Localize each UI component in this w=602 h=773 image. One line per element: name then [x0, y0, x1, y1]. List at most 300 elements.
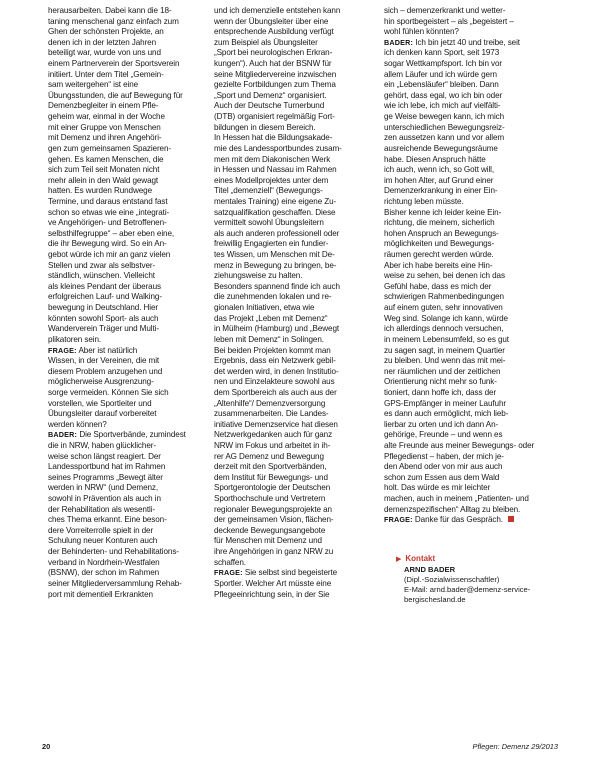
line-text: ches Thema erkannt. Eine beson- — [48, 515, 167, 525]
line-text: den Abend oder von mir aus auch — [384, 462, 503, 472]
line-text: weise schon längst reagiert. Der — [48, 451, 161, 461]
line-text: richtung leben müsste. — [384, 196, 464, 206]
line-text: Bei beiden Projekten kommt man — [214, 345, 331, 355]
contact-email-continued[interactable]: bergischesland.de — [404, 595, 466, 604]
text-line — [214, 494, 378, 505]
line-text: men mit dem Diakonischen Werk — [214, 154, 331, 164]
line-text: Landessportbund hat im Rahmen — [48, 462, 166, 472]
text-line — [48, 261, 210, 272]
line-text: habe. Diesen Anspruch hätte — [384, 154, 486, 164]
text-line — [48, 314, 210, 325]
line-text: möglichkeiten und Bewegungs- — [384, 239, 495, 249]
text-line — [384, 356, 556, 367]
line-text: unterschiedlichen Bewegungsreiz- — [384, 122, 505, 132]
line-text: seine Mitgliedervereine inzwischen — [214, 69, 337, 79]
text-line — [48, 590, 210, 601]
line-text: Termine, und daraus entstand fast — [48, 196, 168, 206]
line-text: Demenzbegleiter in einem Pfle- — [48, 101, 159, 111]
line-text: Besonders spannend finde ich auch — [214, 281, 340, 291]
line-text: seines Programms „Bewegt älter — [48, 472, 163, 482]
text-line — [214, 324, 378, 335]
text-line — [48, 335, 210, 346]
line-text: erfolgreichen Lauf- und Walking- — [48, 292, 162, 302]
line-text: werden in NRW“ (und Demenz, — [48, 483, 159, 493]
magazine-credit: Pflegen: Demenz 29/2013 — [472, 742, 558, 751]
text-line — [48, 324, 210, 335]
line-text: kungen“). Auch hat der BSNW für — [214, 59, 332, 69]
text-line — [48, 80, 210, 91]
text-line — [48, 208, 210, 219]
text-line — [384, 271, 556, 282]
text-line — [48, 239, 210, 250]
text-line — [48, 292, 210, 303]
text-line — [48, 218, 210, 229]
line-text: Aber ich habe bereits eine Hin- — [384, 260, 493, 270]
text-line — [48, 526, 210, 537]
text-line — [384, 377, 556, 388]
text-line — [214, 112, 378, 123]
line-text: schon so etwas wie eine „integrati- — [48, 207, 170, 217]
text-line — [214, 590, 378, 601]
text-line — [48, 59, 210, 70]
text-line — [384, 218, 556, 229]
line-text: die zunehmenden lokalen und re- — [214, 292, 332, 302]
line-text: port mit dementiell Erkrankten — [48, 589, 153, 599]
text-line — [48, 430, 210, 441]
contact-heading-label: Kontakt — [405, 554, 436, 563]
contact-box — [396, 554, 566, 605]
text-line — [214, 261, 378, 272]
line-text: gen zum gemeinsamen Spazieren- — [48, 143, 172, 153]
line-text: mit einer Gruppe von Menschen — [48, 122, 161, 132]
text-line — [48, 547, 210, 558]
text-line — [214, 144, 378, 155]
text-line — [384, 388, 556, 399]
text-line — [48, 462, 210, 473]
line-text: der gemeinsamen Vision, flächen- — [214, 515, 334, 525]
line-text: In Hessen hat die Bildungsakade- — [214, 133, 333, 143]
text-line — [384, 197, 556, 208]
text-line — [384, 324, 556, 335]
text-line — [214, 335, 378, 346]
text-line — [48, 303, 210, 314]
text-line — [384, 186, 556, 197]
text-line — [214, 558, 378, 569]
text-line — [214, 356, 378, 367]
text-line — [384, 70, 556, 81]
line-text: ich denken kann Sport, seit 1973 — [384, 48, 500, 58]
line-text: zen aussetzen kann und vor allem — [384, 133, 505, 143]
text-line — [48, 377, 210, 388]
line-text: Die Sportverbände, zumindest — [77, 430, 186, 440]
line-text: Ich bin jetzt 40 und treibe, seit — [413, 37, 520, 47]
text-line — [48, 101, 210, 112]
text-line — [48, 282, 210, 293]
text-line — [214, 420, 378, 431]
line-text: der Behinderten- und Rehabilitations- — [48, 547, 179, 557]
text-line — [214, 250, 378, 261]
line-text: demenzspezifischen“ Alltag zu bleiben. — [384, 504, 521, 514]
line-text: dere Vorreiterrolle spielt in der — [48, 525, 154, 535]
line-text: sogar Wettkampfsport. Ich bin vor — [384, 59, 503, 69]
line-text: in Mülheim (Hamburg) und „Bewegt — [214, 324, 340, 334]
line-text: dem Sportbereich als auch aus der — [214, 387, 337, 397]
line-text: zu bleiben. Und wenn das mit mei- — [384, 356, 506, 366]
text-line — [384, 399, 556, 410]
line-text: tioniert, dann hoffe ich, dass der — [384, 387, 497, 397]
text-line — [48, 38, 210, 49]
text-line — [384, 473, 556, 484]
line-text: holt. Das würde es mir leichter — [384, 483, 491, 493]
text-line — [384, 133, 556, 144]
line-text: freiwillig Engagierten ein fundier- — [214, 239, 329, 249]
text-line — [214, 70, 378, 81]
line-text: zusammenarbeiten. Die Landes- — [214, 409, 329, 419]
line-text: sich zum Teil seit Monaten nicht — [48, 165, 160, 175]
line-text: bildungen in diesem Bereich. — [214, 122, 316, 132]
line-text: die ihr Bewegung wird. So ein An- — [48, 239, 167, 249]
line-text: werden können? — [48, 419, 107, 429]
text-line — [384, 452, 556, 463]
line-text: selbsthilfegruppe“ – aber eben eine, — [48, 228, 175, 238]
text-line — [214, 38, 378, 49]
line-text: sorge vermeiden. Können Sie sich — [48, 387, 169, 397]
text-line — [384, 346, 556, 357]
speaker-label: BADER: — [48, 430, 78, 440]
line-text: zum Beispiel als Übungsleiter — [214, 37, 318, 47]
text-line — [48, 558, 210, 569]
text-line — [214, 430, 378, 441]
text-line — [384, 101, 556, 112]
line-text: Sportler. Welcher Art müsste eine — [214, 578, 332, 588]
line-text: ich allerdings dennoch versuchen, — [384, 324, 504, 334]
text-line — [214, 239, 378, 250]
line-text: ve Angehörigen- und Betroffenen- — [48, 218, 167, 228]
line-text: hatten. Es wurden Rundwege — [48, 186, 152, 196]
text-line — [48, 505, 210, 516]
line-text: mehr allein in den Wald gewagt — [48, 175, 159, 185]
line-text: eines Modellprojektes unter dem — [214, 175, 329, 185]
text-line — [214, 452, 378, 463]
text-line — [48, 197, 210, 208]
contact-email[interactable]: E-Mail: arnd.bader@demenz-service- — [404, 585, 531, 594]
line-text: in Hessen und Nassau im Rahmen — [214, 165, 337, 175]
line-text: in meinem Lebensumfeld, so es gut — [384, 334, 509, 344]
text-line — [384, 494, 556, 505]
text-line — [384, 208, 556, 219]
text-line — [384, 303, 556, 314]
line-text: sam weitergehen“ ist eine — [48, 80, 139, 90]
text-line — [384, 59, 556, 70]
text-line — [384, 91, 556, 102]
line-text: schaffen. — [214, 557, 246, 567]
text-line — [48, 271, 210, 282]
line-text: derzeit mit den Sportverbänden, — [214, 462, 327, 472]
triangle-right-icon: ▶ — [396, 556, 402, 563]
text-line — [48, 420, 210, 431]
line-text: es dann auch ermöglicht, mich lieb- — [384, 409, 509, 419]
text-line — [214, 441, 378, 452]
line-text: wohl fühlen könnten? — [384, 27, 459, 37]
line-text: weise zu sehen, bei denen ich das — [384, 271, 505, 281]
text-line — [384, 123, 556, 134]
text-line — [214, 123, 378, 134]
text-line — [384, 165, 556, 176]
text-line — [48, 515, 210, 526]
line-text: gezielte Fortbildungen zum Thema — [214, 80, 336, 90]
text-line — [214, 186, 378, 197]
text-line — [214, 91, 378, 102]
line-text: Danke für das Gespräch. — [412, 515, 506, 525]
line-text: diesem Problem anzugehen und — [48, 366, 163, 376]
contact-title: (Dipl.-Sozialwissenschaftler) — [404, 575, 500, 584]
line-text: Bisher kenne ich leider keine Ein- — [384, 207, 502, 217]
text-line — [214, 17, 378, 28]
line-text: mit Demenz und ihren Angehöri- — [48, 133, 162, 143]
text-line — [48, 155, 210, 166]
line-text: det werden wird, in denen Institutio- — [214, 366, 339, 376]
line-text: denen ich in der letzten Jahren — [48, 37, 157, 47]
text-line — [214, 282, 378, 293]
speaker-label: FRAGE: — [384, 515, 413, 525]
line-text: einem Partnerverein der Sportsverein — [48, 59, 180, 69]
text-line — [214, 462, 378, 473]
line-text: alte Freunde aus meiner Bewegungs- oder — [384, 440, 535, 450]
line-text: ner räumlichen und der zeitlichen — [384, 366, 501, 376]
line-text: und ich demenzielle entstehen kann — [214, 6, 341, 15]
line-text: zu sagen sagt, in meinem Quartier — [384, 345, 505, 355]
line-text: beteiligt war, wurde von uns und — [48, 48, 161, 58]
speaker-label: FRAGE: — [48, 345, 77, 355]
line-text: räumen gerecht werden würde. — [384, 250, 494, 260]
text-line — [48, 144, 210, 155]
line-text: tes Wissen, um Menschen mit De- — [214, 250, 335, 260]
text-line — [48, 48, 210, 59]
text-line — [214, 176, 378, 187]
text-line — [48, 399, 210, 410]
line-text: Ergebnis, dass ein Netzwerk gebil- — [214, 356, 336, 366]
text-line — [48, 112, 210, 123]
text-line — [48, 133, 210, 144]
line-text: richtung, die meinem, sicherlich — [384, 218, 495, 228]
text-line — [384, 483, 556, 494]
text-line — [48, 346, 210, 357]
text-line — [214, 547, 378, 558]
page-footer — [0, 742, 602, 756]
line-text: bewegung in Deutschland. Hier — [48, 303, 159, 313]
text-line — [214, 505, 378, 516]
text-line — [384, 409, 556, 420]
line-text: für Menschen mit Demenz und — [214, 536, 322, 546]
text-line — [384, 38, 556, 49]
line-text: Weg sind. Solange ich kann, würde — [384, 313, 508, 323]
text-line — [214, 409, 378, 420]
line-text: initiiert. Unter dem Titel „Gemein- — [48, 69, 164, 79]
line-text: Netzwerkgedanken auch für ganz — [214, 430, 333, 440]
text-line — [48, 91, 210, 102]
line-text: entsprechende Ausbildung verfügt — [214, 27, 334, 37]
line-text: als auch anderen professionell oder — [214, 228, 340, 238]
line-text: plikatoren sein. — [48, 334, 102, 344]
text-line — [214, 208, 378, 219]
line-text: „Altenhilfe“/ Demenzversorgung — [214, 398, 326, 408]
line-text: das Projekt „Leben mit Demenz“ — [214, 313, 328, 323]
speaker-label: FRAGE: — [214, 568, 243, 578]
text-line — [214, 483, 378, 494]
line-text: gehörige, Freunde – und wenn es — [384, 430, 503, 440]
text-line — [214, 346, 378, 357]
text-line — [48, 367, 210, 378]
line-text: Übungsleiter darauf vorbereitet — [48, 409, 157, 419]
text-line — [384, 261, 556, 272]
line-text: verband in Nordrhein-Westfalen — [48, 557, 160, 567]
text-line — [48, 409, 210, 420]
page-number: 20 — [42, 742, 51, 751]
text-line — [214, 271, 378, 282]
text-line — [214, 536, 378, 547]
line-text: menz in Bewegung zu bringen, be- — [214, 260, 337, 270]
line-text: wenn der Übungsleiter über eine — [214, 16, 329, 26]
line-text: herausarbeiten. Dabei kann die 18- — [48, 6, 172, 15]
text-line — [48, 250, 210, 261]
line-text: deckende Bewegungsangebote — [214, 525, 326, 535]
text-line — [48, 473, 210, 484]
text-line — [214, 473, 378, 484]
line-text: wie ich lebe, ich mich auf vielfälti- — [384, 101, 501, 111]
text-line — [214, 367, 378, 378]
line-text: allem Läufer und ich würde gern — [384, 69, 497, 79]
line-text: möglicherweise Ausgrenzung- — [48, 377, 154, 387]
text-line — [214, 229, 378, 240]
text-line — [214, 218, 378, 229]
text-line — [384, 48, 556, 59]
text-line — [48, 536, 210, 547]
line-text: schwierigen Rahmenbedingungen — [384, 292, 504, 302]
line-text: NRW im Fokus und arbeitet in ih- — [214, 440, 331, 450]
text-line — [214, 48, 378, 59]
line-text: seiner Mitgliederversammlung Rehab- — [48, 578, 182, 588]
line-text: satzqualifikation geschaffen. Diese — [214, 207, 336, 217]
text-line — [384, 367, 556, 378]
text-line — [214, 197, 378, 208]
line-text: könnten sowohl Sport- als auch — [48, 313, 159, 323]
line-text: lierbar zu orten und ich dann An- — [384, 419, 499, 429]
line-text: Sie selbst sind begeisterte — [242, 568, 338, 578]
line-text: hohen Anspruch an Bewegungs- — [384, 228, 499, 238]
line-text: dem Institut für Bewegungs- und — [214, 472, 328, 482]
text-line — [384, 27, 556, 38]
line-text: mentales Training) eine eigene Zu- — [214, 196, 337, 206]
line-text: im hohen Alter, auf Grund einer — [384, 175, 494, 185]
line-text: geheim war, einmal in der Woche — [48, 112, 165, 122]
line-text: Ghen der schönsten Projekte, an — [48, 27, 164, 37]
line-text: sowohl in Prävention als auch in — [48, 494, 161, 504]
text-line — [384, 515, 556, 526]
text-column-2 — [214, 6, 378, 600]
text-line — [384, 229, 556, 240]
line-text: Gefühl habe, dass es mich der — [384, 281, 492, 291]
line-text: schon zum Essen aus dem Wald — [384, 472, 500, 482]
line-text: machen, auch in meinem „Patienten- und — [384, 494, 529, 504]
line-text: Schulung neuer Konturen auch — [48, 536, 158, 546]
text-line — [214, 568, 378, 579]
text-line — [214, 292, 378, 303]
line-text: Sporthochschule und Vertretern — [214, 494, 326, 504]
text-line — [48, 186, 210, 197]
text-line — [214, 388, 378, 399]
line-text: sich – demenzerkrankt und wetter- — [384, 6, 506, 15]
text-line — [48, 494, 210, 505]
line-text: gehört, dass egal, wo ich bin oder — [384, 90, 503, 100]
speaker-label: BADER: — [384, 37, 414, 47]
line-text: leben mit Demenz“ in Solingen. — [214, 334, 324, 344]
text-line — [214, 515, 378, 526]
line-text: ihre Angehörigen in ganz NRW zu — [214, 547, 334, 557]
text-line — [48, 452, 210, 463]
text-line — [214, 579, 378, 590]
line-text: Auch der Deutsche Turnerbund — [214, 101, 325, 111]
text-line — [214, 155, 378, 166]
text-line — [48, 27, 210, 38]
text-line — [48, 70, 210, 81]
text-line — [48, 441, 210, 452]
line-text: Stellen und zwar als selbstver- — [48, 260, 156, 270]
text-line — [214, 314, 378, 325]
line-text: gebot würde ich mir an ganz vielen — [48, 250, 171, 260]
line-text: Aber ist natürlich — [76, 345, 138, 355]
line-text: (BSNW), der schon im Rahmen — [48, 568, 160, 578]
line-text: ausreichende Bewegungsräume — [384, 143, 498, 153]
line-text: gionalen Initiativen, etwa wie — [214, 303, 315, 313]
text-line — [384, 155, 556, 166]
text-line — [214, 526, 378, 537]
line-text: ein „Lebensläufer“ bleiben. Dann — [384, 80, 499, 90]
line-text: Pflegedienst – haben, der mich je- — [384, 451, 504, 461]
text-line — [214, 399, 378, 410]
text-line — [384, 335, 556, 346]
text-line — [384, 112, 556, 123]
text-column-1 — [48, 6, 210, 600]
contact-name: ARND BADER — [404, 565, 456, 574]
text-line — [214, 80, 378, 91]
text-line — [214, 303, 378, 314]
line-text: ständlich, wünschen. Vielleicht — [48, 271, 155, 281]
text-line — [48, 176, 210, 187]
text-line — [384, 292, 556, 303]
line-text: Sportgerontologie der Deutschen — [214, 483, 331, 493]
text-line — [48, 165, 210, 176]
text-line — [48, 6, 210, 17]
line-text: ich auch, wenn ich, so Gott will, — [384, 165, 495, 175]
text-line — [48, 123, 210, 134]
line-text: regionaler Bewegungsprojekte an — [214, 504, 332, 514]
line-text: taning menschenal ganz einfach zum — [48, 16, 179, 26]
text-line — [214, 377, 378, 388]
line-text: als kleines Pendant der überaus — [48, 281, 161, 291]
text-line — [384, 430, 556, 441]
line-text: ge Weise bewegen kann, ich mich — [384, 112, 505, 122]
text-line — [384, 314, 556, 325]
line-text: Wanderverein Träger und Multi- — [48, 324, 159, 334]
line-text: nen und Einzelakteure sowohl aus — [214, 377, 335, 387]
end-of-article-mark — [508, 516, 514, 522]
line-text: Pflegeeinrichtung sein, in der Sie — [214, 589, 330, 599]
text-line — [384, 441, 556, 452]
text-line — [48, 579, 210, 590]
line-text: auf einem guten, sehr innovativen — [384, 303, 503, 313]
text-line — [48, 483, 210, 494]
text-line — [214, 6, 378, 17]
